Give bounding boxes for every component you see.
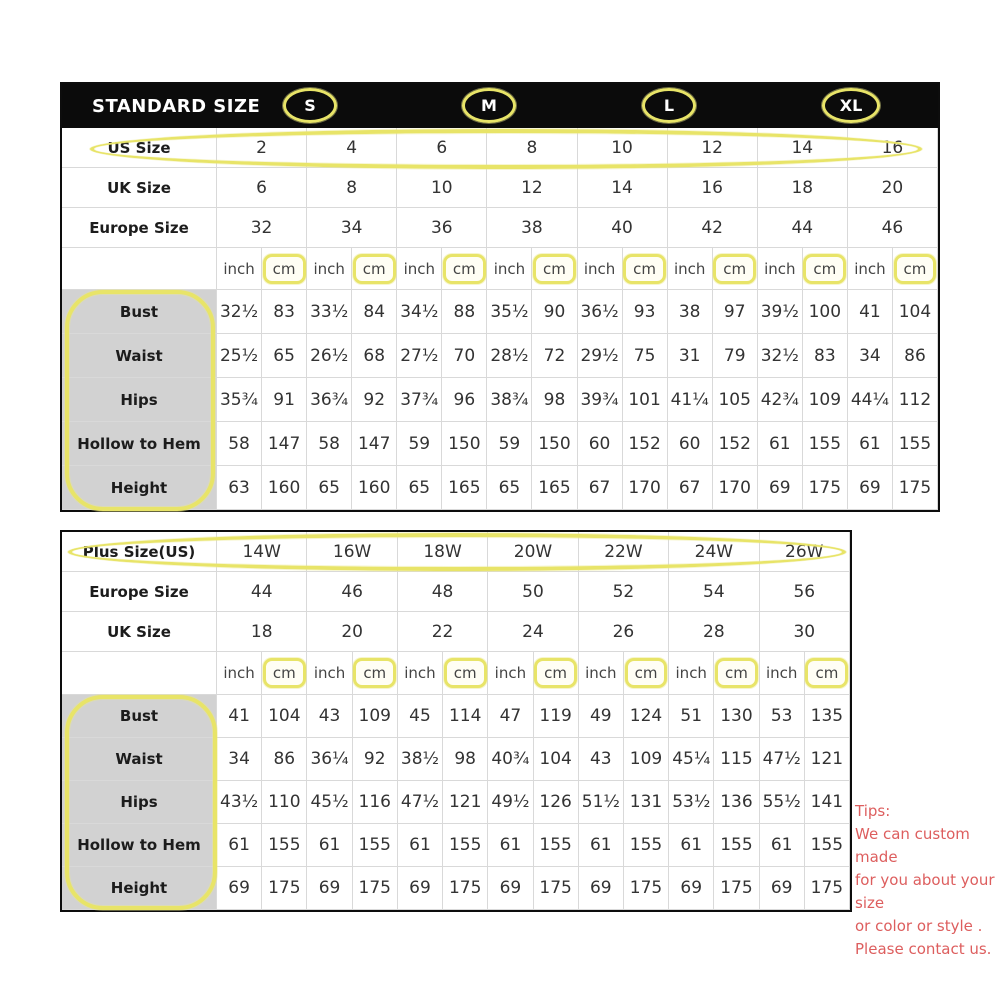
measure-value-cell: 59 xyxy=(487,422,532,466)
tips-line: We can custom made xyxy=(855,825,970,866)
measure-value-cell: 152 xyxy=(713,422,758,466)
measure-value-cell: 109 xyxy=(353,695,398,738)
measure-value-cell: 155 xyxy=(803,422,848,466)
cm-highlight-box: cm xyxy=(805,658,848,688)
measure-row-label: Hips xyxy=(62,378,217,422)
size-value-cell: 20 xyxy=(307,612,397,652)
measure-row-label: Height xyxy=(62,867,217,910)
measure-value-cell: 175 xyxy=(624,867,669,910)
size-value-cell: 26 xyxy=(579,612,669,652)
measure-value-cell: 38¾ xyxy=(487,378,532,422)
measure-value-cell: 43½ xyxy=(217,781,262,824)
size-group-label-s: S xyxy=(304,96,316,115)
size-value-cell: 18W xyxy=(398,532,488,572)
measure-value-cell: 65 xyxy=(487,466,532,510)
measure-value-cell: 155 xyxy=(262,824,307,867)
measure-value-cell: 43 xyxy=(579,738,624,781)
size-value-cell: 24W xyxy=(669,532,759,572)
size-value-cell: 42 xyxy=(668,208,758,248)
measure-row-label: Waist xyxy=(62,738,217,781)
standard-size-title: STANDARD SIZE xyxy=(92,95,261,117)
size-value-cell: 8 xyxy=(307,168,397,208)
measure-value-cell: 36¾ xyxy=(307,378,352,422)
measure-value-cell: 116 xyxy=(353,781,398,824)
measure-value-cell: 61 xyxy=(398,824,443,867)
measure-value-cell: 101 xyxy=(623,378,668,422)
size-group-oval-s xyxy=(283,88,337,123)
unit-inch-cell: inch xyxy=(487,248,532,290)
measure-value-cell: 53½ xyxy=(669,781,714,824)
measure-value-cell: 29½ xyxy=(578,334,623,378)
measure-value-cell: 109 xyxy=(803,378,848,422)
cm-highlight-box: cm xyxy=(623,254,666,284)
measure-value-cell: 34½ xyxy=(397,290,442,334)
size-value-cell: 22W xyxy=(579,532,669,572)
measure-value-cell: 170 xyxy=(623,466,668,510)
measure-value-cell: 155 xyxy=(714,824,759,867)
measure-value-cell: 39½ xyxy=(758,290,803,334)
size-value-cell: 34 xyxy=(307,208,397,248)
unit-cm-cell xyxy=(624,652,669,695)
measure-value-cell: 49½ xyxy=(488,781,533,824)
size-group-label-m: M xyxy=(481,96,497,115)
unit-inch-cell: inch xyxy=(579,652,624,695)
measure-value-cell: 32½ xyxy=(217,290,262,334)
measure-value-cell: 114 xyxy=(443,695,488,738)
measure-row-label: Height xyxy=(62,466,217,510)
measure-value-cell: 150 xyxy=(442,422,487,466)
measure-value-cell: 110 xyxy=(262,781,307,824)
measure-value-cell: 105 xyxy=(713,378,758,422)
measure-value-cell: 90 xyxy=(532,290,577,334)
measure-value-cell: 68 xyxy=(352,334,397,378)
measure-value-cell: 175 xyxy=(353,867,398,910)
measure-value-cell: 51½ xyxy=(579,781,624,824)
measure-value-cell: 47 xyxy=(488,695,533,738)
measure-value-cell: 36½ xyxy=(578,290,623,334)
size-value-cell: 48 xyxy=(398,572,488,612)
unit-cm-cell xyxy=(714,652,759,695)
measure-value-cell: 141 xyxy=(805,781,850,824)
size-value-cell: 50 xyxy=(488,572,578,612)
size-value-cell: 16W xyxy=(307,532,397,572)
size-value-cell: 20W xyxy=(488,532,578,572)
measure-value-cell: 26½ xyxy=(307,334,352,378)
measure-value-cell: 61 xyxy=(669,824,714,867)
measure-value-cell: 92 xyxy=(353,738,398,781)
size-value-cell: 40 xyxy=(578,208,668,248)
measure-value-cell: 126 xyxy=(534,781,579,824)
size-value-cell: 14 xyxy=(758,128,848,168)
size-value-cell: 12 xyxy=(487,168,577,208)
measure-value-cell: 67 xyxy=(668,466,713,510)
measure-value-cell: 58 xyxy=(307,422,352,466)
measure-row-label: Hips xyxy=(62,781,217,824)
measure-value-cell: 41 xyxy=(848,290,893,334)
measure-value-cell: 75 xyxy=(623,334,668,378)
measure-value-cell: 119 xyxy=(534,695,579,738)
measure-value-cell: 61 xyxy=(579,824,624,867)
cm-highlight-box: cm xyxy=(803,254,846,284)
cm-highlight-box: cm xyxy=(533,254,576,284)
measure-value-cell: 27½ xyxy=(397,334,442,378)
unit-row-empty-label xyxy=(62,248,217,290)
measure-value-cell: 121 xyxy=(443,781,488,824)
size-row-label: Europe Size xyxy=(62,572,217,612)
unit-inch-cell: inch xyxy=(488,652,533,695)
plus-size-table xyxy=(60,530,852,912)
unit-inch-cell: inch xyxy=(578,248,623,290)
measure-value-cell: 35¾ xyxy=(217,378,262,422)
measure-value-cell: 84 xyxy=(352,290,397,334)
unit-row-empty-label xyxy=(62,652,217,695)
measure-value-cell: 175 xyxy=(893,466,938,510)
size-value-cell: 44 xyxy=(758,208,848,248)
measure-value-cell: 65 xyxy=(307,466,352,510)
measure-value-cell: 109 xyxy=(624,738,669,781)
size-value-cell: 46 xyxy=(848,208,938,248)
unit-cm-cell xyxy=(893,248,938,290)
measure-value-cell: 72 xyxy=(532,334,577,378)
measure-value-cell: 28½ xyxy=(487,334,532,378)
size-group-oval-xl xyxy=(822,88,880,123)
measure-value-cell: 55½ xyxy=(760,781,805,824)
measure-value-cell: 104 xyxy=(893,290,938,334)
measure-value-cell: 155 xyxy=(534,824,579,867)
measure-value-cell: 98 xyxy=(443,738,488,781)
measure-value-cell: 69 xyxy=(488,867,533,910)
measure-value-cell: 91 xyxy=(262,378,307,422)
tips-line: for you about your size xyxy=(855,871,995,912)
measure-value-cell: 45 xyxy=(398,695,443,738)
measure-value-cell: 61 xyxy=(848,422,893,466)
tips-note xyxy=(855,800,1000,961)
size-group-oval-m xyxy=(462,88,516,123)
measure-value-cell: 70 xyxy=(442,334,487,378)
tips-title: Tips: xyxy=(855,802,891,820)
cm-highlight-box: cm xyxy=(263,254,306,284)
measure-value-cell: 175 xyxy=(805,867,850,910)
measure-value-cell: 69 xyxy=(848,466,893,510)
measure-value-cell: 69 xyxy=(760,867,805,910)
measure-value-cell: 86 xyxy=(262,738,307,781)
measure-value-cell: 43 xyxy=(307,695,352,738)
measure-value-cell: 104 xyxy=(262,695,307,738)
cm-highlight-box: cm xyxy=(715,658,758,688)
measure-value-cell: 65 xyxy=(262,334,307,378)
measure-value-cell: 25½ xyxy=(217,334,262,378)
measure-value-cell: 37¾ xyxy=(397,378,442,422)
size-value-cell: 20 xyxy=(848,168,938,208)
measure-value-cell: 136 xyxy=(714,781,759,824)
cm-highlight-box: cm xyxy=(713,254,756,284)
measure-value-cell: 31 xyxy=(668,334,713,378)
tips-line: or color or style . xyxy=(855,917,983,935)
unit-inch-cell: inch xyxy=(398,652,443,695)
size-row-label: Plus Size(US) xyxy=(62,532,217,572)
unit-inch-cell: inch xyxy=(307,652,352,695)
measure-value-cell: 69 xyxy=(398,867,443,910)
measure-value-cell: 33½ xyxy=(307,290,352,334)
cm-highlight-box: cm xyxy=(263,658,306,688)
unit-inch-cell: inch xyxy=(760,652,805,695)
measure-value-cell: 155 xyxy=(893,422,938,466)
measure-value-cell: 67 xyxy=(578,466,623,510)
unit-cm-cell xyxy=(534,652,579,695)
size-value-cell: 28 xyxy=(669,612,759,652)
unit-inch-cell: inch xyxy=(848,248,893,290)
measure-value-cell: 175 xyxy=(534,867,579,910)
measure-value-cell: 165 xyxy=(532,466,577,510)
size-value-cell: 8 xyxy=(487,128,577,168)
measure-value-cell: 36¼ xyxy=(307,738,352,781)
measure-value-cell: 150 xyxy=(532,422,577,466)
size-row-label: US Size xyxy=(62,128,217,168)
measure-row-label: Bust xyxy=(62,290,217,334)
measure-value-cell: 79 xyxy=(713,334,758,378)
measure-value-cell: 61 xyxy=(217,824,262,867)
size-group-oval-l xyxy=(642,88,696,123)
measure-value-cell: 32½ xyxy=(758,334,803,378)
size-value-cell: 4 xyxy=(307,128,397,168)
size-value-cell: 36 xyxy=(397,208,487,248)
size-value-cell: 32 xyxy=(217,208,307,248)
measure-value-cell: 121 xyxy=(805,738,850,781)
measure-value-cell: 170 xyxy=(713,466,758,510)
size-value-cell: 16 xyxy=(848,128,938,168)
measure-row-label: Hollow to Hem xyxy=(62,824,217,867)
unit-inch-cell: inch xyxy=(758,248,803,290)
measure-value-cell: 58 xyxy=(217,422,262,466)
measure-value-cell: 40¾ xyxy=(488,738,533,781)
standard-size-header-bar xyxy=(62,84,938,128)
cm-highlight-box: cm xyxy=(353,254,396,284)
measure-value-cell: 165 xyxy=(442,466,487,510)
unit-inch-cell: inch xyxy=(669,652,714,695)
measure-row-label: Hollow to Hem xyxy=(62,422,217,466)
measure-value-cell: 63 xyxy=(217,466,262,510)
size-value-cell: 10 xyxy=(578,128,668,168)
size-value-cell: 18 xyxy=(217,612,307,652)
measure-value-cell: 175 xyxy=(443,867,488,910)
measure-value-cell: 35½ xyxy=(487,290,532,334)
measure-value-cell: 49 xyxy=(579,695,624,738)
measure-value-cell: 92 xyxy=(352,378,397,422)
unit-cm-cell xyxy=(352,248,397,290)
unit-inch-cell: inch xyxy=(307,248,352,290)
size-group-label-l: L xyxy=(663,96,675,115)
size-value-cell: 12 xyxy=(668,128,758,168)
measure-value-cell: 53 xyxy=(760,695,805,738)
measure-value-cell: 61 xyxy=(488,824,533,867)
size-value-cell: 30 xyxy=(760,612,850,652)
size-group-label-xl: XL xyxy=(839,96,863,115)
size-row-label: Europe Size xyxy=(62,208,217,248)
measure-value-cell: 86 xyxy=(893,334,938,378)
measure-value-cell: 124 xyxy=(624,695,669,738)
cm-highlight-box: cm xyxy=(625,658,668,688)
unit-cm-cell xyxy=(803,248,848,290)
measure-value-cell: 60 xyxy=(668,422,713,466)
measure-value-cell: 100 xyxy=(803,290,848,334)
measure-value-cell: 42¾ xyxy=(758,378,803,422)
size-value-cell: 10 xyxy=(397,168,487,208)
unit-cm-cell xyxy=(353,652,398,695)
measure-value-cell: 88 xyxy=(442,290,487,334)
measure-value-cell: 45½ xyxy=(307,781,352,824)
measure-value-cell: 160 xyxy=(352,466,397,510)
unit-inch-cell: inch xyxy=(397,248,442,290)
tips-line: Please contact us. xyxy=(855,940,992,958)
measure-value-cell: 112 xyxy=(893,378,938,422)
measure-value-cell: 155 xyxy=(353,824,398,867)
measure-value-cell: 130 xyxy=(714,695,759,738)
measure-value-cell: 69 xyxy=(758,466,803,510)
size-value-cell: 2 xyxy=(217,128,307,168)
unit-cm-cell xyxy=(262,248,307,290)
measure-value-cell: 131 xyxy=(624,781,669,824)
measure-value-cell: 175 xyxy=(803,466,848,510)
measure-value-cell: 147 xyxy=(352,422,397,466)
size-value-cell: 44 xyxy=(217,572,307,612)
size-value-cell: 24 xyxy=(488,612,578,652)
cm-highlight-box: cm xyxy=(353,658,396,688)
measure-value-cell: 98 xyxy=(532,378,577,422)
size-value-cell: 22 xyxy=(398,612,488,652)
measure-value-cell: 34 xyxy=(217,738,262,781)
size-value-cell: 6 xyxy=(397,128,487,168)
cm-highlight-box: cm xyxy=(443,254,486,284)
size-value-cell: 52 xyxy=(579,572,669,612)
measure-value-cell: 93 xyxy=(623,290,668,334)
measure-value-cell: 69 xyxy=(217,867,262,910)
measure-value-cell: 61 xyxy=(758,422,803,466)
unit-cm-cell xyxy=(713,248,758,290)
measure-value-cell: 135 xyxy=(805,695,850,738)
measure-value-cell: 38½ xyxy=(398,738,443,781)
standard-size-table xyxy=(60,82,940,512)
unit-inch-cell: inch xyxy=(668,248,713,290)
measure-value-cell: 47½ xyxy=(760,738,805,781)
measure-value-cell: 155 xyxy=(443,824,488,867)
size-value-cell: 26W xyxy=(760,532,850,572)
measure-value-cell: 39¾ xyxy=(578,378,623,422)
measure-value-cell: 175 xyxy=(262,867,307,910)
cm-highlight-box: cm xyxy=(444,658,487,688)
size-value-cell: 6 xyxy=(217,168,307,208)
cm-highlight-box: cm xyxy=(534,658,577,688)
measure-row-label: Waist xyxy=(62,334,217,378)
measure-value-cell: 60 xyxy=(578,422,623,466)
size-value-cell: 14 xyxy=(578,168,668,208)
unit-cm-cell xyxy=(805,652,850,695)
measure-value-cell: 65 xyxy=(397,466,442,510)
measure-row-label: Bust xyxy=(62,695,217,738)
measure-value-cell: 61 xyxy=(307,824,352,867)
size-value-cell: 56 xyxy=(760,572,850,612)
measure-value-cell: 59 xyxy=(397,422,442,466)
size-row-label: UK Size xyxy=(62,612,217,652)
size-row-label: UK Size xyxy=(62,168,217,208)
measure-value-cell: 51 xyxy=(669,695,714,738)
measure-value-cell: 115 xyxy=(714,738,759,781)
measure-value-cell: 38 xyxy=(668,290,713,334)
unit-inch-cell: inch xyxy=(217,652,262,695)
measure-value-cell: 155 xyxy=(624,824,669,867)
measure-value-cell: 69 xyxy=(669,867,714,910)
measure-value-cell: 41¼ xyxy=(668,378,713,422)
size-value-cell: 38 xyxy=(487,208,577,248)
measure-value-cell: 152 xyxy=(623,422,668,466)
unit-cm-cell xyxy=(443,652,488,695)
measure-value-cell: 34 xyxy=(848,334,893,378)
measure-value-cell: 104 xyxy=(534,738,579,781)
size-value-cell: 18 xyxy=(758,168,848,208)
cm-highlight-box: cm xyxy=(894,254,937,284)
measure-value-cell: 47½ xyxy=(398,781,443,824)
measure-value-cell: 44¼ xyxy=(848,378,893,422)
measure-value-cell: 155 xyxy=(805,824,850,867)
unit-cm-cell xyxy=(623,248,668,290)
measure-value-cell: 45¼ xyxy=(669,738,714,781)
measure-value-cell: 160 xyxy=(262,466,307,510)
unit-inch-cell: inch xyxy=(217,248,262,290)
measure-value-cell: 175 xyxy=(714,867,759,910)
size-value-cell: 14W xyxy=(217,532,307,572)
size-value-cell: 46 xyxy=(307,572,397,612)
unit-cm-cell xyxy=(262,652,307,695)
measure-value-cell: 83 xyxy=(803,334,848,378)
measure-value-cell: 69 xyxy=(307,867,352,910)
measure-value-cell: 61 xyxy=(760,824,805,867)
measure-value-cell: 83 xyxy=(262,290,307,334)
unit-cm-cell xyxy=(532,248,577,290)
measure-value-cell: 147 xyxy=(262,422,307,466)
measure-value-cell: 96 xyxy=(442,378,487,422)
size-value-cell: 54 xyxy=(669,572,759,612)
measure-value-cell: 69 xyxy=(579,867,624,910)
measure-value-cell: 41 xyxy=(217,695,262,738)
measure-value-cell: 97 xyxy=(713,290,758,334)
unit-cm-cell xyxy=(442,248,487,290)
size-value-cell: 16 xyxy=(668,168,758,208)
